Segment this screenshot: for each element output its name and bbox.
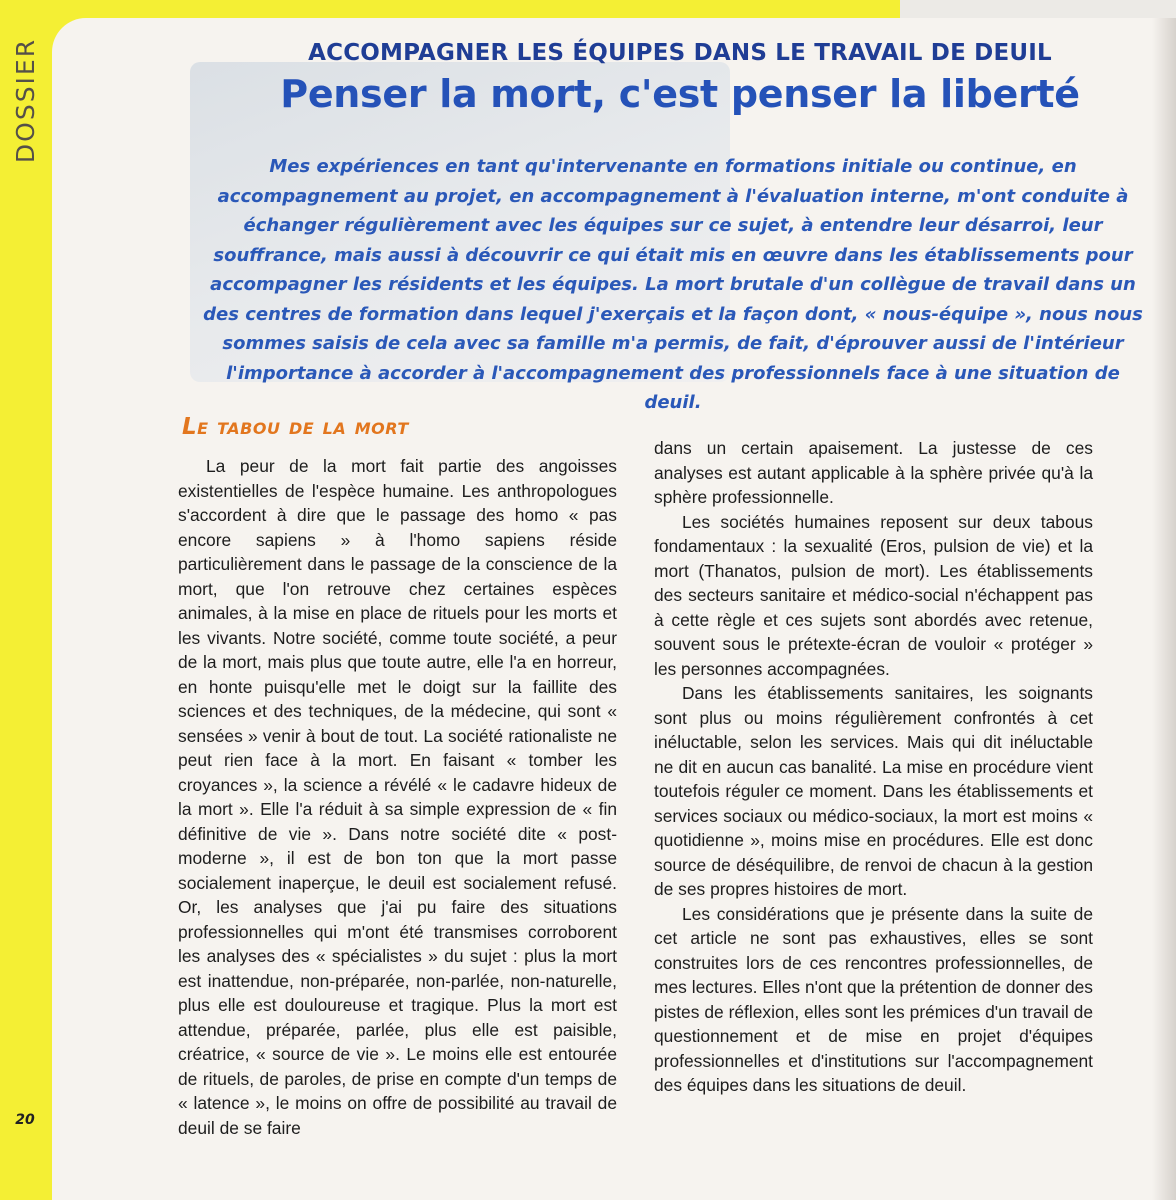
paragraph-continuation: dans un certain apaisement. La justesse de ces analyses est autant applicable à la sphère privée qu'à la sphère professionnelle.: [654, 438, 1093, 507]
section-heading: Le tabou de la mort: [182, 414, 409, 440]
paragraph: Les sociétés humaines reposent sur deux tabous fondamentaux : la sexualité (Eros, pulsion de vie) et la mort (Thanatos, pulsion de mort). Les établissements des secteurs sanitaire et médico-social n'échappent pas à cette règle et ces sujets sont abordés avec retenue, souvent sous le prétexte-écran de vouloir « protéger » les personnes accompagnées.: [654, 511, 1093, 679]
right-column: [654, 436, 1093, 1098]
paragraph: La peur de la mort fait partie des angoisses existentielles de l'espèce humaine. Les anthropologues s'accordent à dire que le passage des homo « pas encore sapiens » à l'homo sapiens réside particulièrement dans le passage de la conscience de la mort, que l'on retrouve chez certaines espèces animales, à la mise en place de rituels pour les morts et les vivants. Notre société, comme toute société, a peur de la mort, mais plus que toute autre, elle l'a en horreur, en honte puisqu'elle met le doigt sur la faillite des sciences et des techniques, de la médecine, qui sont « sensées » venir à bout de tout. La société rationaliste ne peut rien face à la mort. En faisant « tomber les croyances », la science a révélé « le cadavre hideux de la mort ». Elle l'a réduit à sa simple expression de « fin définitive de vie ». Dans notre société dite « post-moderne », il est de bon ton que la mort passe socialement inaperçue, le deuil est socialement refusé. Or, les analyses que j'ai pu faire des situations professionnelles qui m'ont été transmises corroborent les analyses des « spécialistes » du sujet : plus la mort est inattendue, non-préparée, non-parlée, non-naturelle, plus elle est douloureuse et tragique. Plus la mort est attendue, préparée, parlée, plus elle est paisible, créatrice, « source de vie ». Le moins elle est entourée de rituels, de paroles, de prise en compte d'un temps de « latence », le moins on offre de possibilité au travail de deuil de se faire: [178, 456, 617, 1138]
article-supertitle: ACCOMPAGNER LES ÉQUIPES DANS LE TRAVAIL DE DEUIL: [308, 40, 1052, 66]
paragraph: Dans les établissements sanitaires, les soignants sont plus ou moins régulièrement confrontés à cet inéluctable, selon les services. Mais qui dit inéluctable ne dit en aucun cas banalité. La mise en procédure vient toutefois réguler ce moment. Dans les établissements et services sociaux ou médico-sociaux, la mort est moins « quotidienne », moins mise en procédures. Elle est donc source de déséquilibre, de renvoi de chacun à la gestion de ses propres histoires de mort.: [654, 683, 1093, 899]
article-title: Penser la mort, c'est penser la liberté: [280, 72, 1080, 116]
article-intro: Mes expériences en tant qu'intervenante en formations initiale ou continue, en accompagnement au projet, en accompagnement à l'évaluation interne, m'ont conduite à échanger régulièrement avec les équipes sur ce sujet, à entendre leur désarroi, leur souffrance, mais aussi à découvrir ce qui était mis en œuvre dans les établissements pour accompagner les résidents et les équipes. La mort brutale d'un collègue de travail dans un des centres de formation dans lequel j'exerçais et la façon dont, « nous-équipe », nous nous sommes saisis de cela avec sa famille m'a permis, de fait, d'éprouver aussi de l'intérieur l'importance à accorder à l'accompagnement des professionnels face à une situation de deuil.: [203, 156, 1143, 413]
page-top-strip: [900, 0, 1176, 18]
left-column: [178, 454, 617, 1140]
page-number: 20: [15, 1112, 35, 1128]
side-label-text: DOSSIER: [11, 37, 41, 163]
paragraph: Les considérations que je présente dans la suite de cet article ne sont pas exhaustives, elles se sont construites lors de ces rencontres professionnelles, de mes lectures. Elles n'ont que la prétention de donner des pistes de réflexion, elles sont les prémices d'un travail de questionnement et de mise en projet d'équipes professionnelles et d'institutions sur l'accompagnement des équipes dans les situations de deuil.: [654, 903, 1093, 1095]
section-side-label: [6, 20, 46, 180]
page-fold-shadow: [1152, 18, 1176, 1200]
